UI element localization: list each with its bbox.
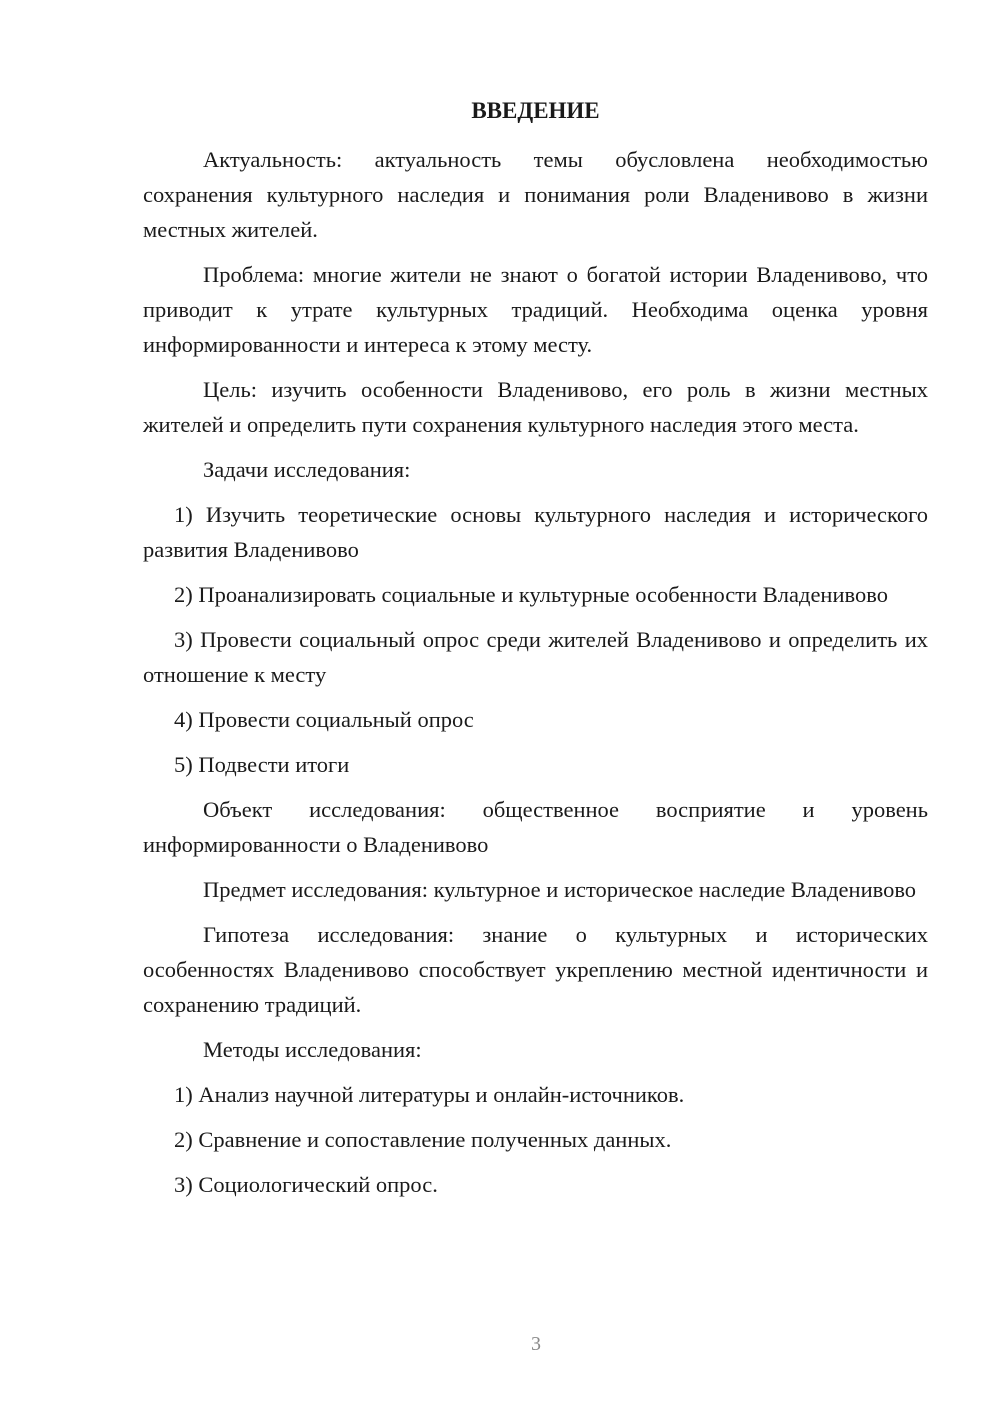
section-heading: ВВЕДЕНИЕ xyxy=(471,98,600,123)
subject-paragraph: Предмет исследования: культурное и историческое наследие Владенивово xyxy=(203,877,917,902)
methods-title: Методы исследования: xyxy=(203,1037,422,1062)
relevance-paragraph: Актуальность: актуальность темы обусловлена необходимостью сохранения культурного наследия и понимания роли Владенивово в жизни местных жителей. xyxy=(143,147,928,242)
task-item-5: 5) Подвести итоги xyxy=(174,752,350,777)
method-item-2: 2) Сравнение и сопоставление полученных данных. xyxy=(174,1127,672,1152)
task-item-1: 1) Изучить теоретические основы культурного наследия и исторического развития Владенивово xyxy=(143,502,928,562)
page-number: 3 xyxy=(531,1333,541,1355)
problem-paragraph: Проблема: многие жители не знают о богатой истории Владенивово, что приводит к утрате культурных традиций. Необходима оценка уровня информированности и интереса к этому месту. xyxy=(143,262,928,357)
goal-paragraph: Цель: изучить особенности Владенивово, его роль в жизни местных жителей и определить пути сохранения культурного наследия этого места. xyxy=(143,377,928,437)
object-paragraph: Объект исследования: общественное восприятие и уровень информированности о Владенивово xyxy=(143,797,928,857)
method-item-3: 3) Социологический опрос. xyxy=(174,1172,438,1197)
task-item-3: 3) Провести социальный опрос среди жителей Владенивово и определить их отношение к месту xyxy=(143,627,928,687)
task-item-4: 4) Провести социальный опрос xyxy=(174,707,474,732)
document-page xyxy=(143,95,928,1212)
task-item-2: 2) Проанализировать социальные и культурные особенности Владенивово xyxy=(174,582,888,607)
tasks-title: Задачи исследования: xyxy=(203,457,411,482)
method-item-1: 1) Анализ научной литературы и онлайн-источников. xyxy=(174,1082,685,1107)
hypothesis-paragraph: Гипотеза исследования: знание о культурных и исторических особенностях Владенивово способствует укреплению местной идентичности и сохранению традиций. xyxy=(143,922,928,1017)
